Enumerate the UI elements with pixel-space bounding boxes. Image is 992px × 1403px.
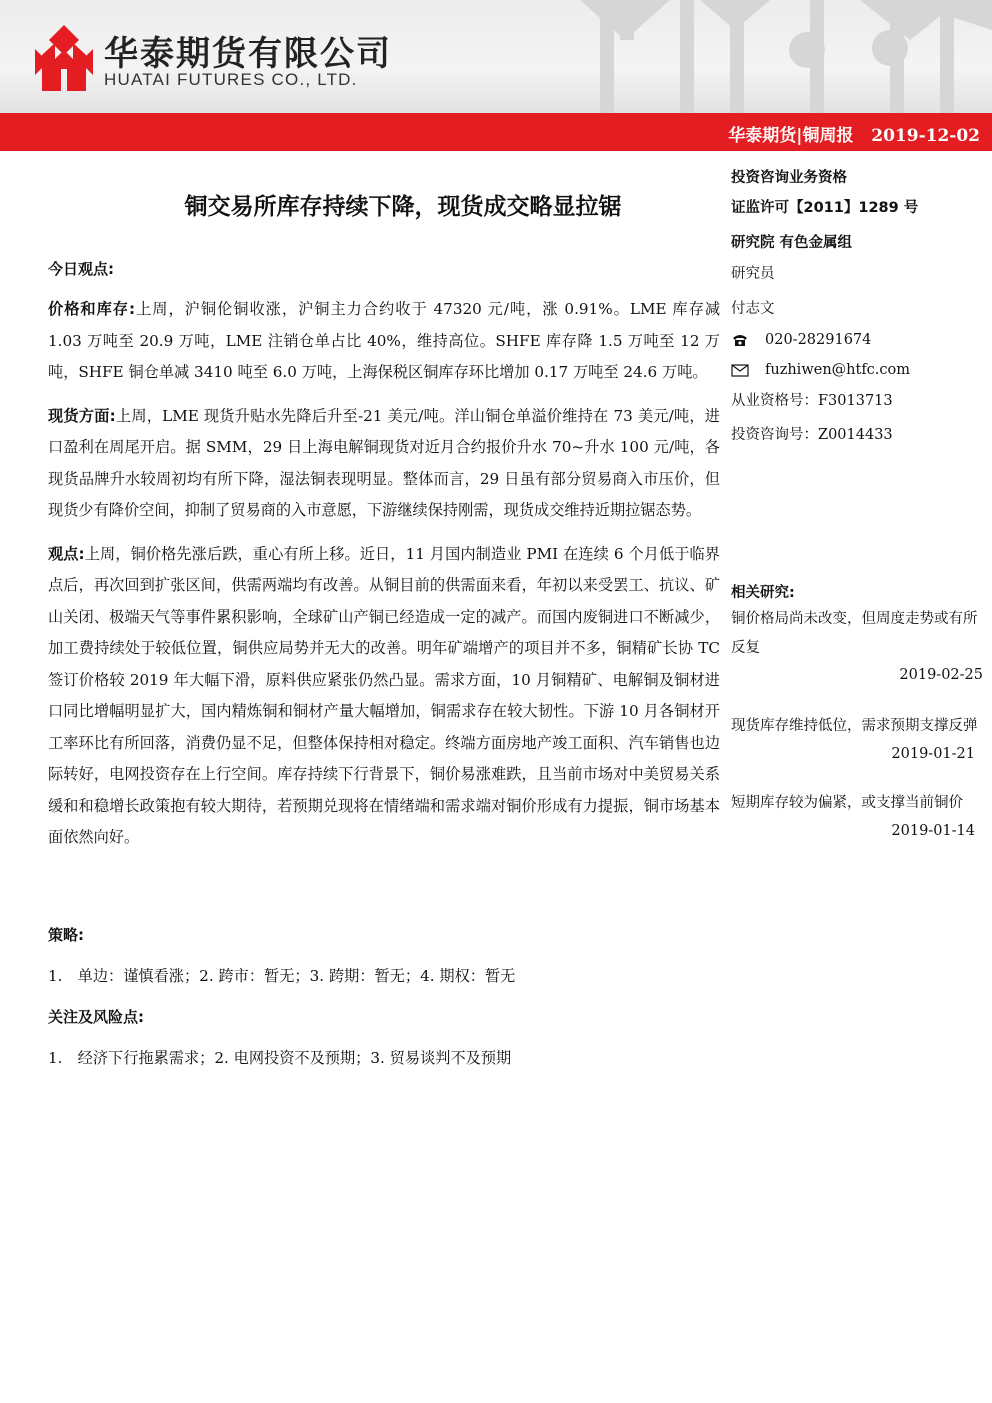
strategy-heading: 策略: xyxy=(48,925,84,944)
analyst-role: 研究员 xyxy=(731,266,775,282)
phone-icon xyxy=(731,333,765,347)
qualification: 投资咨询业务资格 xyxy=(731,170,847,186)
license: 证监许可【2011】1289 号 xyxy=(731,200,919,216)
related-title[interactable]: 现货库存维持低位，需求预期支撑反弹 xyxy=(731,718,978,734)
related-title[interactable]: 短期库存较为偏紧，或支撑当前铜价 xyxy=(731,795,963,811)
report-type: 华泰期货|铜周报 xyxy=(728,126,854,146)
view-paragraph xyxy=(48,539,720,854)
strategy-text: 1. 单边：谨慎看涨；2. 跨市：暂无；3. 跨期：暂无；4. 期权：暂无 xyxy=(48,966,516,985)
risk-heading: 关注及风险点: xyxy=(48,1008,144,1026)
related-item[interactable] xyxy=(731,605,983,685)
related-date: 2019-01-21 xyxy=(891,746,975,762)
spot-paragraph xyxy=(48,401,720,527)
price-inventory-lead: 价格和库存: xyxy=(48,300,136,318)
sidebar xyxy=(731,168,983,841)
analyst-name: 付志文 xyxy=(731,301,775,317)
email-row xyxy=(731,360,983,380)
today-heading: 今日观点: xyxy=(48,260,114,278)
main-content xyxy=(48,180,720,1075)
company-logo-icon xyxy=(33,25,95,91)
header-decoration xyxy=(560,0,992,113)
report-banner xyxy=(0,113,992,151)
related-item[interactable] xyxy=(731,789,983,841)
related-item[interactable] xyxy=(731,712,983,764)
consult-number: 投资咨询号：Z0014433 xyxy=(731,427,893,443)
risk-text: 1. 经济下行拖累需求；2. 电网投资不及预期；3. 贸易谈判不及预期 xyxy=(48,1049,512,1067)
email-address[interactable]: fuzhiwen@htfc.com xyxy=(765,362,911,378)
price-inventory-text: 上周，沪铜伦铜收涨，沪铜主力合约收于 47320 元/吨，涨 0.91%。LME 库存减 1.03 万吨至 20.9 万吨，LME 注销仓单占比 40%，维持高位。SHFE 库存降 1.5 万吨至 12 万吨，SHFE 铜仓单减 3410 吨至 6.0 万吨，上海保税区铜库存环比增加 0.17 万吨至 24.6 万吨。 xyxy=(48,300,721,381)
related-date: 2019-01-14 xyxy=(891,823,975,839)
spot-lead: 现货方面: xyxy=(48,406,116,425)
report-date: 2019-12-02 xyxy=(871,126,980,146)
price-inventory-paragraph xyxy=(48,294,720,389)
mail-icon xyxy=(731,364,765,377)
cert-number: 从业资格号：F3013713 xyxy=(731,393,893,409)
phone-row xyxy=(731,330,983,350)
related-date: 2019-02-25 xyxy=(899,667,983,683)
phone-number: 020-28291674 xyxy=(765,332,872,348)
view-lead: 观点: xyxy=(48,544,85,563)
spot-text: 上周，LME 现货升贴水先降后升至-21 美元/吨。洋山铜仓单溢价维持在 73 美元/吨，进口盈利在周尾开启。据 SMM，29 日上海电解铜现货对近月合约报价升水 70~升水 100 元/吨，各现货品牌升水较周初均有所下降，湿法铜表现明显。整体而言，29 日虽有部分贸易商入市压价，但现货少有降价空间，抑制了贸易商的入市意愿，下游继续保持刚需，现货成交维持近期拉锯态势。 xyxy=(48,406,720,519)
related-heading: 相关研究: xyxy=(731,585,795,601)
company-name-en: HUATAI FUTURES CO., LTD. xyxy=(104,70,358,89)
view-text: 上周，铜价格先涨后跌，重心有所上移。近日，11 月国内制造业 PMI 在连续 6 个月低于临界点后，再次回到扩张区间，供需两端均有改善。从铜目前的供需面来看，年初以来受罢工、抗议、矿山关闭、极端天气等事件累积影响，全球矿山产铜已经造成一定的减产。而国内废铜进口不断减少，加工费持续处于较低位置，铜供应局势并无大的改善。明年矿端增产的项目并不多，铜精矿长协 TC 签订价格较 2019 年大幅下滑，原料供应紧张仍然凸显。需求方面，10 月铜精矿、电解铜及铜材进口同比增幅明显扩大，国内精炼铜和铜材产量大幅增加，铜需求存在较大韧性。下游 10 月各铜材开工率环比有所回落，消费仍显不足，但整体保持相对稳定。终端方面房地产竣工面积、汽车销售也边际转好，电网投资存在上行空间。库存持续下行背景下，铜价易涨难跌，且当前市场对中美贸易关系缓和和稳增长政策抱有较大期待，若预期兑现将在情绪端和需求端对铜价形成有力提振，铜市场基本面依然向好。 xyxy=(48,544,720,846)
company-name-cn: 华泰期货有限公司 xyxy=(104,34,392,74)
department: 研究院 有色金属组 xyxy=(731,235,853,251)
page-header xyxy=(0,0,992,113)
report-banner-label xyxy=(728,121,980,146)
related-title[interactable]: 铜价格局尚未改变，但周度走势或有所反复 xyxy=(731,611,978,656)
report-title: 铜交易所库存持续下降，现货成交略显拉锯 xyxy=(184,194,622,220)
